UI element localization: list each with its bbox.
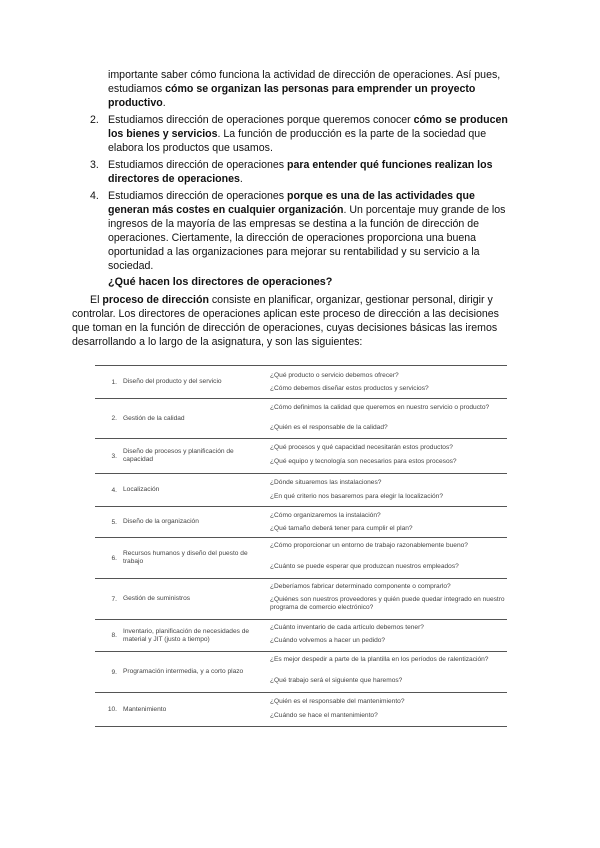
item-3-line-2: directores de operaciones. [108,173,243,185]
item-2-line-2: los bienes y servicios. La función de producción es la parte de la sociedad que [108,128,487,140]
body-line-4: desarrollando a lo largo de la asignatura, y son las siguientes: [72,336,363,348]
row-number: 8. [111,632,117,639]
decision-area: Programación intermedia, y a corto plazo [123,668,244,675]
list-number-2: 2. [90,114,99,126]
item-4-line-1: Estudiamos dirección de operaciones porque es una de las actividades que [108,190,475,202]
item-2-line-3: elabora los productos que usamos. [108,142,273,154]
question: ¿Cómo definimos la calidad que queremos en nuestro servicio o producto? [270,404,490,411]
decision-area: Diseño de procesos y planificación de capacidad [123,448,234,463]
row-number: 7. [111,595,117,603]
decisions-table [95,365,507,727]
question: ¿Cuánto inventario de cada artículo debemos tener? [270,624,424,631]
item-4-line-4: operaciones. Ciertamente, la dirección de operaciones proporciona una buena [108,232,477,244]
intro-line-1: importante saber cómo funciona la actividad de dirección de operaciones. Así pues, [108,69,501,81]
intro-line-3: productivo. [108,97,166,109]
table-row [95,439,507,474]
table-row [95,620,507,652]
item-4-line-3: ingresos de la mayoría de las empresas se destina a la función de dirección de [108,218,479,230]
question: ¿Quiénes son nuestros proveedores y quién puede quedar integrado en nuestro programa de comercio electrónico? [270,596,505,611]
decision-area: Gestión de la calidad [123,414,185,422]
question: ¿Es mejor despedir a parte de la plantilla en los períodos de ralentización? [270,656,489,663]
item-4-line-5: oportunidad a las organizaciones para mejorar su rentabilidad y su servicio a la [108,246,480,258]
question: ¿Cómo organizaremos la instalación? [270,512,381,519]
row-number: 3. [111,452,117,460]
row-number: 5. [111,518,117,526]
question: ¿Qué producto o servicio debemos ofrecer? [270,372,399,379]
section-heading: ¿Qué hacen los directores de operaciones? [108,276,333,288]
body-line-2: controlar. Los directores de operaciones aplican este proceso de dirección a las decisiones [72,308,499,320]
item-4-line-2: generan más costes en cualquier organización. Un porcentaje muy grande de los [108,204,506,216]
question: ¿Dónde situaremos las instalaciones? [270,479,382,486]
table-row [95,365,507,399]
question: ¿Quién es el responsable del mantenimiento? [270,698,405,705]
intro-line-2: estudiamos cómo se organizan las personas para emprender un proyecto [108,83,476,95]
question: ¿Qué equipo y tecnología son necesarios para estos procesos? [270,458,457,465]
item-4-line-6: sociedad. [108,260,154,272]
decision-area: Localización [123,486,160,493]
table-row [95,579,507,620]
row-number: 6. [111,554,117,562]
body-line-3: que toman en la función de dirección de operaciones, cuyas decisiones básicas las iremos [72,322,498,334]
question: ¿Qué tamaño deberá tener para cumplir el plan? [270,525,413,532]
body-line-1: El proceso de dirección consiste en planificar, organizar, gestionar personal, dirigir y [90,294,493,306]
table-row [95,693,507,727]
item-3-line-1: Estudiamos dirección de operaciones para entender qué funciones realizan los [108,159,493,171]
question: ¿Cuánto se puede esperar que produzcan nuestros empleados? [270,563,459,570]
decision-area: Gestión de suministros [123,595,191,602]
question: ¿Qué procesos y qué capacidad necesitarán estos productos? [270,444,453,451]
question: ¿En qué criterio nos basaremos para elegir la localización? [270,493,443,500]
question: ¿Cómo debemos diseñar estos productos y servicios? [270,385,429,392]
row-number: 4. [111,486,117,494]
item-2-line-1: Estudiamos dirección de operaciones porque queremos conocer cómo se producen [108,114,508,126]
question: ¿Cuándo volvemos a hacer un pedido? [270,637,386,644]
row-number: 2. [111,415,117,422]
table-row [95,474,507,507]
list-number-3: 3. [90,159,99,171]
decision-area: Diseño de la organización [123,518,199,525]
row-number: 1. [111,378,117,386]
decision-area: Diseño del producto y del servicio [123,378,222,385]
question: ¿Cuándo se hace el mantenimiento? [270,712,378,719]
list-number-4: 4. [90,190,99,202]
table-row [95,652,507,693]
decision-area: Inventario, planificación de necesidades de material y JIT (justo a tiempo) [123,627,250,643]
table-row [95,538,507,579]
question: ¿Deberíamos fabricar determinado componente o comprarlo? [270,583,451,590]
question: ¿Qué trabajo será el siguiente que haremos? [270,677,403,684]
decision-area: Recursos humanos y diseño del puesto de trabajo [123,550,248,565]
row-number: 10. [107,706,117,713]
question: ¿Cómo proporcionar un entorno de trabajo razonablemente bueno? [270,542,468,549]
decision-area: Mantenimiento [123,705,167,713]
table-row [95,399,507,439]
table-row [95,507,507,538]
question: ¿Quién es el responsable de la calidad? [270,424,388,431]
row-number: 9. [111,668,117,676]
